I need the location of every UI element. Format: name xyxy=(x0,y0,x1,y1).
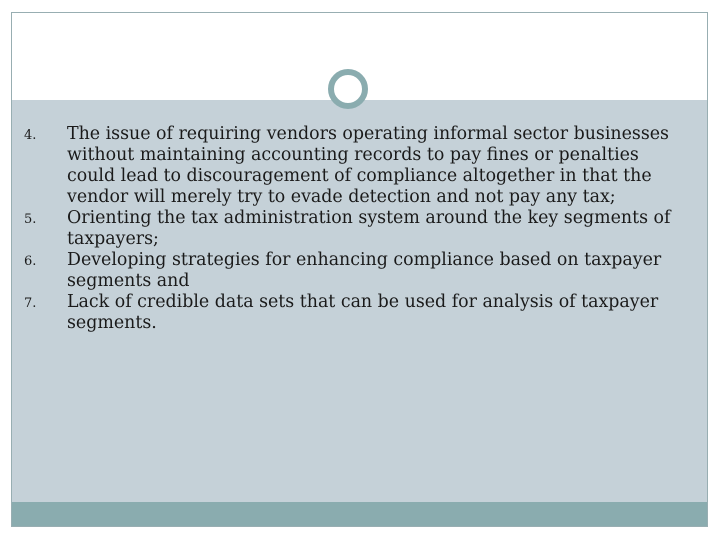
list-number: 6. xyxy=(24,254,37,269)
list-number: 4. xyxy=(24,128,37,143)
list-text: Developing strategies for enhancing compliance based on taxpayer segments and xyxy=(67,250,662,291)
list-text: Lack of credible data sets that can be used for analysis of taxpayer segments. xyxy=(67,292,659,333)
list-text: The issue of requiring vendors operating informal sector businesses without maintaining accounting records to pay fines or penalties could lead to discouragement of compliance altogether in that the vendor will merely try to evade detection and not pay any tax; xyxy=(67,124,669,207)
list-item xyxy=(24,292,684,334)
circle-ornament-icon xyxy=(328,69,368,109)
list-item xyxy=(24,250,684,292)
list-text: Orienting the tax administration system around the key segments of taxpayers; xyxy=(67,208,671,249)
list-item xyxy=(24,124,684,208)
footer-bar xyxy=(12,502,707,526)
numbered-list xyxy=(24,124,684,334)
list-number: 5. xyxy=(24,212,37,227)
list-number: 7. xyxy=(24,296,37,311)
list-item xyxy=(24,208,684,250)
